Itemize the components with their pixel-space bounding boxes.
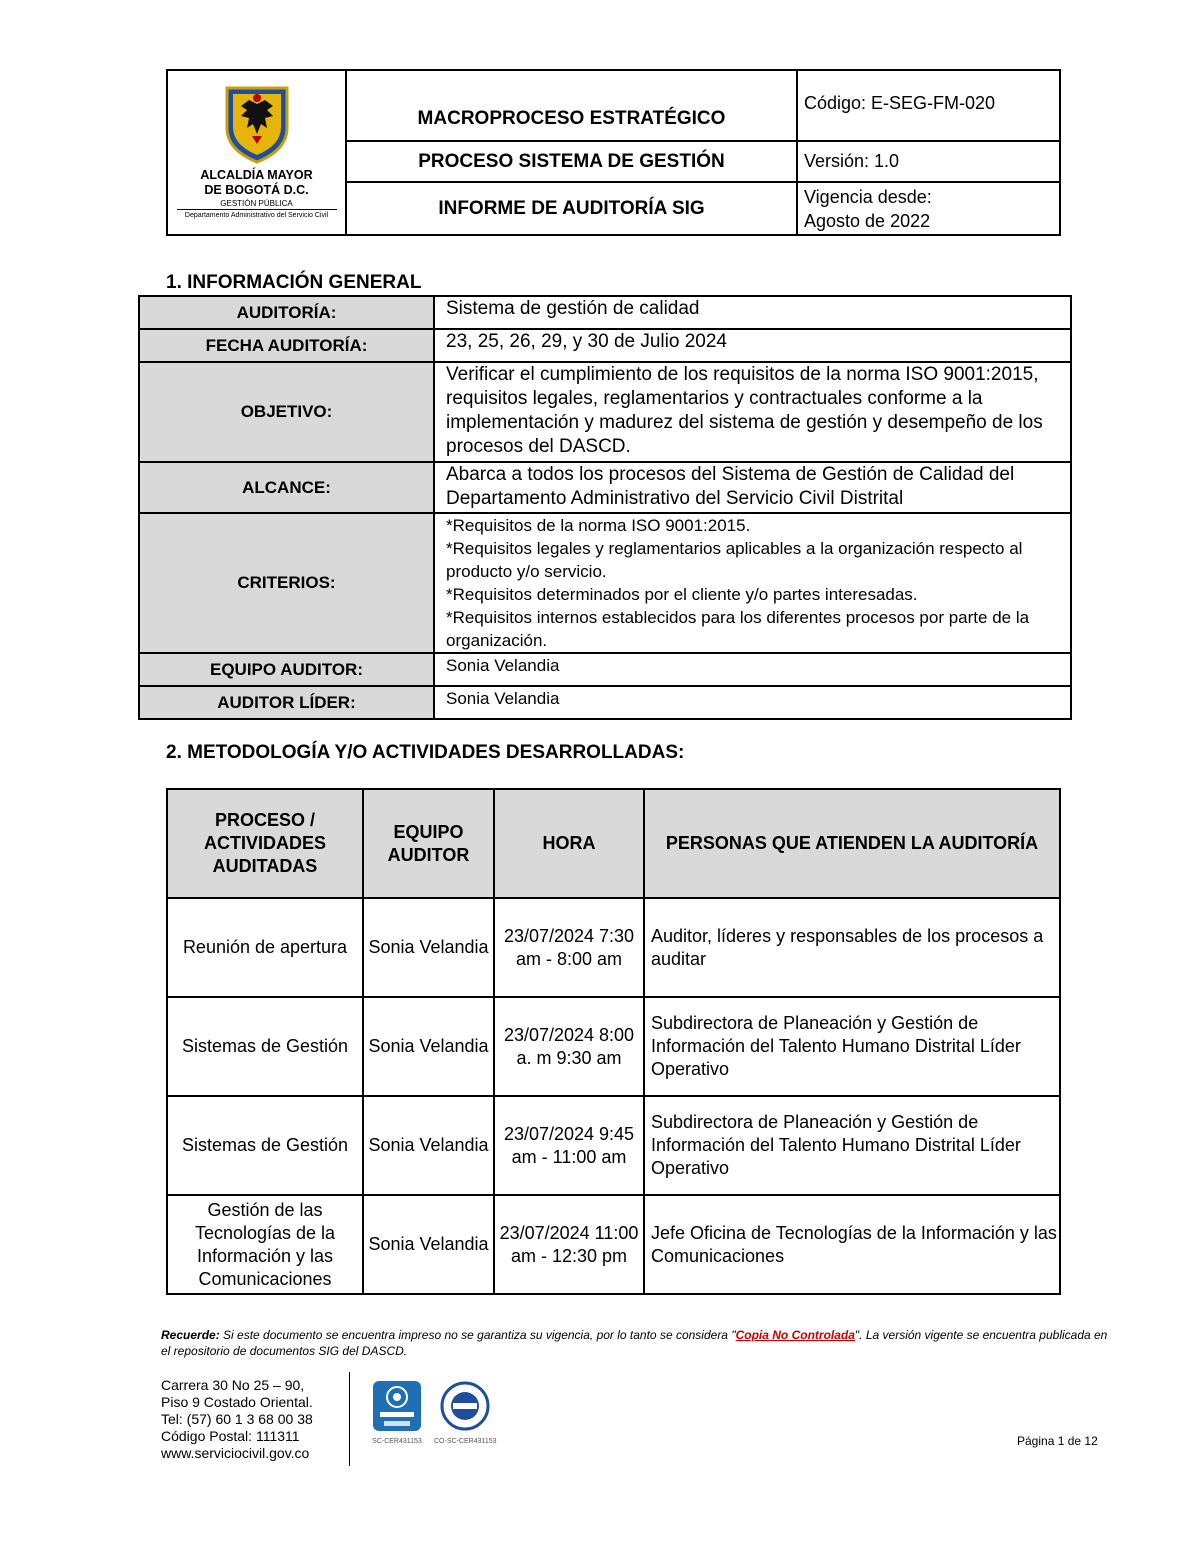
table-row: [167, 997, 1060, 1096]
header-title-2: PROCESO SISTEMA DE GESTIÓN: [346, 141, 797, 182]
table-row: [167, 1096, 1060, 1195]
cert-caption-1: SC-CER431153: [372, 1438, 422, 1445]
col-header-equipo: EQUIPO AUDITOR: [363, 789, 494, 898]
logo-text-2: DE BOGOTÁ D.C.: [204, 183, 309, 197]
note-label: Recuerde:: [161, 1328, 220, 1342]
cell-equipo: Sonia Velandia: [363, 898, 494, 997]
note-uncontrolled-copy: Copia No Controlada: [735, 1328, 855, 1342]
website-link[interactable]: www.serviciocivil.gov.co: [161, 1445, 310, 1461]
logo-text-3: GESTIÓN PÚBLICA: [177, 198, 337, 210]
criterio-item: *Requisitos legales y reglamentarios aplicables a la organización respecto al producto y/o servicio.: [446, 539, 1023, 581]
document-header: [166, 69, 1061, 236]
alcance-label: ALCANCE:: [139, 462, 434, 513]
fecha-label: FECHA AUDITORÍA:: [139, 329, 434, 362]
cell-proceso: Sistemas de Gestión: [167, 997, 363, 1096]
fecha-value: 23, 25, 26, 29, y 30 de Julio 2024: [434, 329, 1071, 362]
cell-proceso: Reunión de apertura: [167, 898, 363, 997]
page-number: Página 1 de 12: [1017, 1434, 1098, 1448]
iqnet-logo-icon: [439, 1380, 491, 1432]
objetivo-label: OBJETIVO:: [139, 362, 434, 462]
lider-label: AUDITOR LÍDER:: [139, 686, 434, 719]
logo-text-1: ALCALDÍA MAYOR: [200, 168, 313, 182]
criterios-label: CRITERIOS:: [139, 513, 434, 653]
cert-caption-2: CO-SC-CER431153: [434, 1438, 497, 1445]
phone-line: Tel: (57) 60 1 3 68 00 38: [161, 1411, 313, 1427]
criterio-item: *Requisitos internos establecidos para los diferentes procesos por parte de la organización.: [446, 608, 1030, 650]
validity-label: Vigencia desde:: [804, 186, 932, 207]
header-title-3: INFORME DE AUDITORÍA SIG: [346, 182, 797, 235]
col-header-personas: PERSONAS QUE ATIENDEN LA AUDITORÍA: [644, 789, 1060, 898]
header-title-1: MACROPROCESO ESTRATÉGICO: [346, 70, 797, 141]
col-header-hora: HORA: [494, 789, 644, 898]
footer-divider: [349, 1372, 350, 1466]
logo-cell: [167, 70, 346, 235]
cell-equipo: Sonia Velandia: [363, 997, 494, 1096]
note-text-2: ". La versión vigente se encuentra publicada en el repositorio de documentos SIG del DASCD.: [161, 1328, 1108, 1358]
header-version: Versión: 1.0: [797, 141, 1060, 182]
validity-date: Agosto de 2022: [804, 210, 931, 231]
header-code: Código: E-SEG-FM-020: [797, 70, 1060, 141]
cell-hora: 23/07/2024 8:00 a. m 9:30 am: [494, 997, 644, 1096]
postal-code-line: Código Postal: 111311: [161, 1428, 300, 1444]
cell-personas: Auditor, líderes y responsables de los procesos a auditar: [644, 898, 1060, 997]
auditoria-label: AUDITORÍA:: [139, 296, 434, 329]
methodology-table: [166, 788, 1061, 1295]
cell-proceso: Sistemas de Gestión: [167, 1096, 363, 1195]
address-line: Carrera 30 No 25 – 90,: [161, 1377, 305, 1393]
cell-proceso: Gestión de las Tecnologías de la Información y las Comunicaciones: [167, 1195, 363, 1294]
criterios-value: [434, 513, 1071, 653]
header-validity: [797, 182, 1060, 235]
cell-hora: 23/07/2024 9:45 am - 11:00 am: [494, 1096, 644, 1195]
general-info-table: [138, 295, 1072, 720]
logo-text-4: Departamento Administrativo del Servicio Civil: [184, 212, 329, 219]
address-line: Piso 9 Costado Oriental.: [161, 1394, 313, 1410]
note-text-1: Si este documento se encuentra impreso no se garantiza su vigencia, por lo tanto se considera ": [219, 1328, 736, 1342]
criterio-item: *Requisitos determinados por el cliente y/o partes interesadas.: [446, 585, 918, 604]
certification-logos: [372, 1380, 497, 1445]
cell-hora: 23/07/2024 11:00 am - 12:30 pm: [494, 1195, 644, 1294]
table-row: [167, 898, 1060, 997]
address-block: [161, 1377, 313, 1462]
iqnet-cert: [434, 1380, 497, 1445]
alcance-value: Abarca a todos los procesos del Sistema de Gestión de Calidad del Departamento Administrativo del Servicio Civil Distrital: [434, 462, 1071, 513]
icontec-iso-logo-icon: [372, 1380, 422, 1432]
cell-personas: Subdirectora de Planeación y Gestión de Información del Talento Humano Distrital Líder Operativo: [644, 1096, 1060, 1195]
lider-value: Sonia Velandia: [434, 686, 1071, 719]
cell-equipo: Sonia Velandia: [363, 1096, 494, 1195]
cell-equipo: Sonia Velandia: [363, 1195, 494, 1294]
equipo-label: EQUIPO AUDITOR:: [139, 653, 434, 686]
section-2-heading: 2. METODOLOGÍA Y/O ACTIVIDADES DESARROLLADAS:: [166, 742, 685, 763]
table-row: [167, 1195, 1060, 1294]
criterio-item: *Requisitos de la norma ISO 9001:2015.: [446, 516, 751, 535]
section-1-heading: 1. INFORMACIÓN GENERAL: [166, 272, 422, 293]
cell-personas: Jefe Oficina de Tecnologías de la Información y las Comunicaciones: [644, 1195, 1060, 1294]
icontec-cert: [372, 1380, 422, 1445]
cell-personas: Subdirectora de Planeación y Gestión de Información del Talento Humano Distrital Líder Operativo: [644, 997, 1060, 1096]
uncontrolled-copy-note: [161, 1327, 1111, 1359]
cell-hora: 23/07/2024 7:30 am - 8:00 am: [494, 898, 644, 997]
coat-of-arms-icon: [219, 84, 295, 164]
auditoria-value: Sistema de gestión de calidad: [434, 296, 1071, 329]
equipo-value: Sonia Velandia: [434, 653, 1071, 686]
objetivo-value: Verificar el cumplimiento de los requisitos de la norma ISO 9001:2015, requisitos legales, reglamentarios y contractuales conforme a la implementación y madurez del sistema de gestión y desempeño de los procesos del DASCD.: [434, 362, 1071, 462]
col-header-proceso: PROCESO / ACTIVIDADES AUDITADAS: [167, 789, 363, 898]
